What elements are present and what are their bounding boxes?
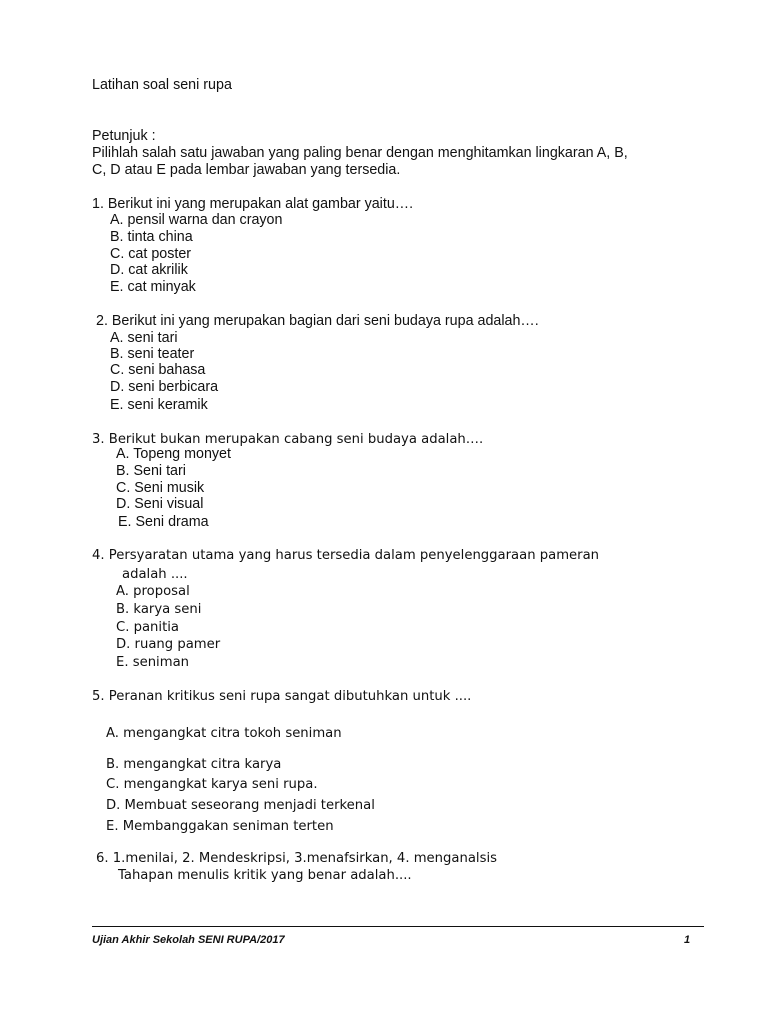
answer-option: B. seni teater	[110, 346, 195, 362]
page-number: 1	[684, 934, 691, 946]
instructions-line: Pilihlah salah satu jawaban yang paling benar dengan menghitamkan lingkaran A, B,	[92, 145, 628, 161]
answer-option: E. seni keramik	[110, 397, 208, 413]
answer-option: B. Seni tari	[116, 463, 186, 479]
footer-exam-title: Ujian Akhir Sekolah SENI RUPA/2017	[92, 934, 285, 946]
answer-option: E. cat minyak	[110, 279, 196, 295]
footer-divider	[92, 926, 704, 927]
answer-option: A. proposal	[116, 584, 190, 599]
answer-option: C. mengangkat karya seni rupa.	[106, 777, 318, 792]
answer-option: D. cat akrilik	[110, 262, 188, 278]
question-stem: 6. 1.menilai, 2. Mendeskripsi, 3.menafsirkan, 4. menganalsis	[96, 851, 497, 866]
question-stem-continued: adalah ....	[122, 567, 188, 582]
answer-option: A. pensil warna dan crayon	[110, 212, 283, 228]
answer-option: D. Seni visual	[116, 496, 204, 512]
instructions-line: C, D atau E pada lembar jawaban yang tersedia.	[92, 162, 401, 178]
question-stem: 1. Berikut ini yang merupakan alat gambar yaitu….	[92, 196, 414, 212]
answer-option: B. karya seni	[116, 602, 202, 617]
question-stem: 4. Persyaratan utama yang harus tersedia dalam penyelenggaraan pameran	[92, 548, 600, 563]
answer-option: C. seni bahasa	[110, 362, 206, 378]
answer-option: E. seniman	[116, 655, 190, 670]
answer-option: D. ruang pamer	[116, 637, 221, 652]
answer-option: B. tinta china	[110, 229, 193, 245]
answer-option: A. seni tari	[110, 330, 178, 346]
question-stem: 2. Berikut ini yang merupakan bagian dari seni budaya rupa adalah….	[96, 313, 539, 329]
page-title: Latihan soal seni rupa	[92, 77, 232, 93]
answer-option: D. Membuat seseorang menjadi terkenal	[106, 798, 375, 813]
question-stem: 3. Berikut bukan merupakan cabang seni budaya adalah….	[92, 432, 484, 447]
answer-option: A. Topeng monyet	[116, 446, 231, 462]
instructions-heading: Petunjuk :	[92, 128, 156, 144]
answer-option: E. Seni drama	[118, 514, 209, 530]
answer-option: B. mengangkat citra karya	[106, 757, 282, 772]
answer-option: D. seni berbicara	[110, 379, 219, 395]
answer-option: A. mengangkat citra tokoh seniman	[106, 726, 342, 741]
answer-option: E. Membanggakan seniman terten	[106, 819, 334, 834]
answer-option: C. Seni musik	[116, 480, 205, 496]
answer-option: C. panitia	[116, 620, 179, 635]
question-stem-continued: Tahapan menulis kritik yang benar adalah....	[118, 868, 412, 883]
question-stem: 5. Peranan kritikus seni rupa sangat dibutuhkan untuk ....	[92, 689, 472, 704]
answer-option: C. cat poster	[110, 246, 192, 262]
